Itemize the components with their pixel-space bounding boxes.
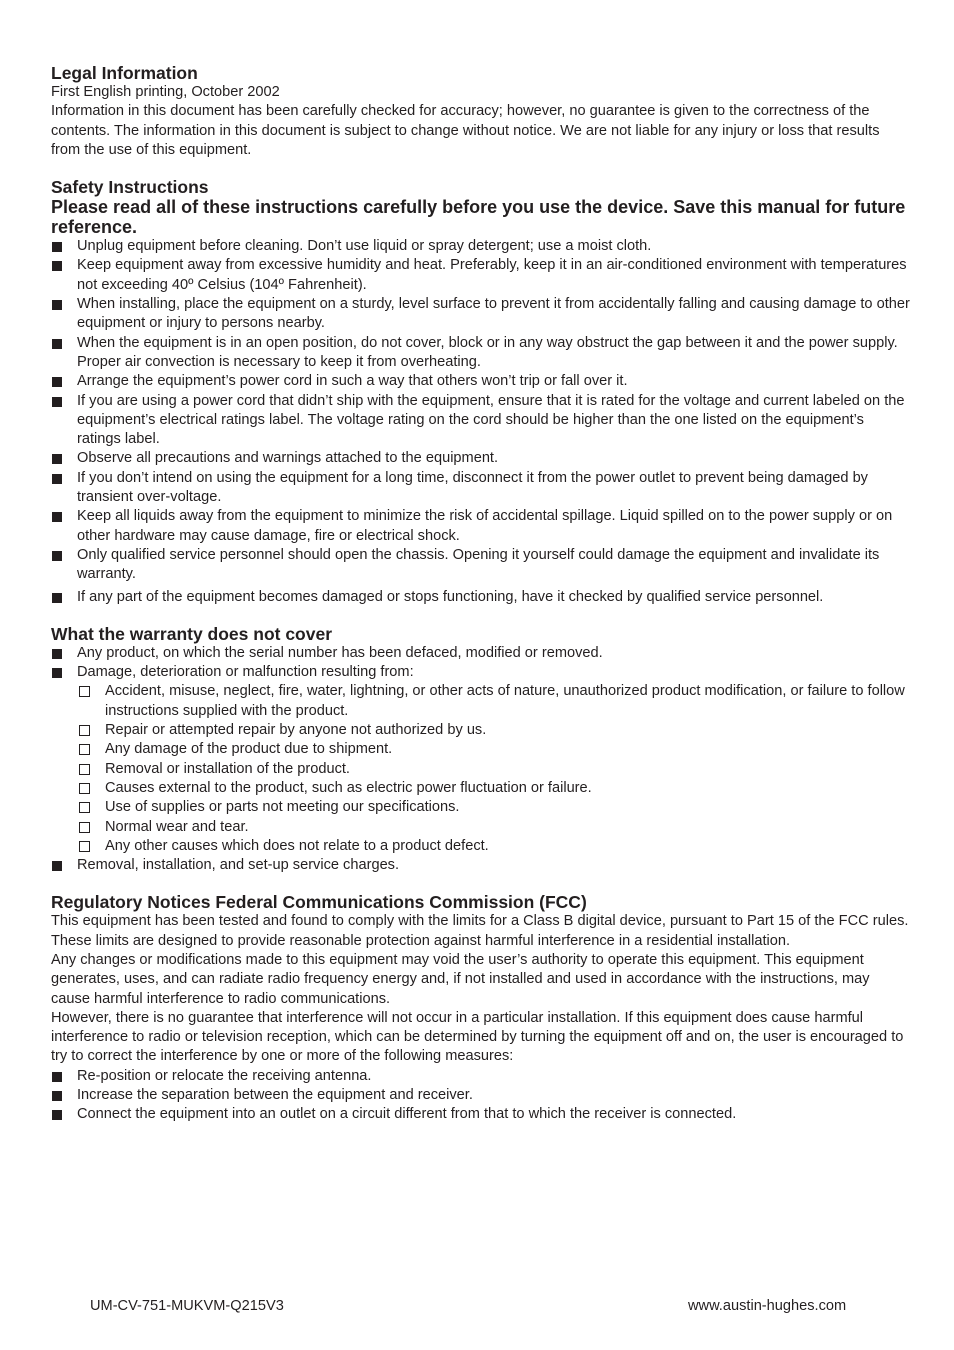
warranty-heading: What the warranty does not cover	[51, 623, 333, 644]
sub-list-item: Use of supplies or parts not meeting our specifications.	[77, 798, 911, 817]
warranty-list	[51, 644, 911, 683]
bullet-square-icon	[52, 377, 62, 387]
sub-list-item: Any other causes which does not relate to a product defect.	[77, 837, 911, 856]
list-item: Damage, deterioration or malfunction resulting from:	[51, 663, 911, 682]
sub-list-item: Any damage of the product due to shipment.	[77, 740, 911, 759]
sub-list-item: Causes external to the product, such as electric power fluctuation or failure.	[77, 779, 911, 798]
bullet-square-icon	[52, 861, 62, 871]
hollow-square-icon	[79, 841, 90, 852]
list-item: Arrange the equipment’s power cord in such a way that others won’t trip or fall over it.	[51, 372, 911, 391]
list-item: If any part of the equipment becomes damaged or stops functioning, have it checked by qualified service personnel.	[51, 588, 911, 607]
printing-line: First English printing, October 2002	[51, 84, 280, 100]
bullet-square-icon	[52, 668, 62, 678]
list-item: Keep all liquids away from the equipment to minimize the risk of accidental spillage. Liquid spilled on to the power supply or on other hardware may cause damage, fire or electrical shock.	[51, 507, 911, 546]
fcc-section	[51, 892, 911, 1124]
bullet-square-icon	[52, 300, 62, 310]
list-item: Observe all precautions and warnings attached to the equipment.	[51, 449, 911, 468]
bullet-square-icon	[52, 397, 62, 407]
sub-list-item: Normal wear and tear.	[77, 818, 911, 837]
safety-heading: Safety Instructions	[51, 177, 209, 198]
list-item: Any product, on which the serial number has been defaced, modified or removed.	[51, 644, 911, 663]
bullet-square-icon	[52, 1110, 62, 1120]
list-item: If you don’t intend on using the equipment for a long time, disconnect it from the power outlet to prevent being damaged by transient over-voltage.	[51, 469, 911, 508]
legal-heading: Legal Information	[51, 63, 198, 83]
fcc-paragraph: However, there is no guarantee that interference will not occur in a particular installation. If this equipment does cause harmful interference to radio or television reception, which can be determined by turning the equipment off and on, the user is encouraged to try to correct the interference by one or more of the following measures:	[51, 1009, 904, 1065]
bullet-square-icon	[52, 512, 62, 522]
list-item: Connect the equipment into an outlet on a circuit different from that to which the receiver is connected.	[51, 1105, 911, 1124]
website-url: www.austin-hughes.com	[688, 1298, 847, 1314]
bullet-square-icon	[52, 1091, 62, 1101]
fcc-heading: Regulatory Notices Federal Communications Commission (FCC)	[51, 892, 587, 913]
fcc-paragraph: This equipment has been tested and found to comply with the limits for a Class B digital device, pursuant to Part 15 of the FCC rules. These limits are designed to provide reasonable protection against harmful interference in a residential installation.	[51, 913, 909, 949]
hollow-square-icon	[79, 764, 90, 775]
safety-subheading: Please read all of these instructions carefully before you use the device. Save this manual for future reference.	[51, 197, 906, 238]
bullet-square-icon	[52, 551, 62, 561]
sub-list-item: Repair or attempted repair by anyone not authorized by us.	[77, 721, 911, 740]
safety-section	[51, 177, 911, 607]
fcc-paragraph: Any changes or modifications made to this equipment may void the user’s authority to operate this equipment. This equipment generates, uses, and can radiate radio frequency energy and, if not installed and used in accordance with the instructions, may cause harmful interference to radio communications.	[51, 951, 870, 1007]
bullet-square-icon	[52, 1072, 62, 1082]
list-item: When installing, place the equipment on a sturdy, level surface to prevent it from accidentally falling and causing damage to other equipment or injury to persons nearby.	[51, 295, 911, 334]
list-item: Re-position or relocate the receiving antenna.	[51, 1067, 911, 1086]
legal-section	[51, 63, 911, 160]
list-item: Increase the separation between the equipment and receiver.	[51, 1086, 911, 1105]
list-item: Keep equipment away from excessive humidity and heat. Preferably, keep it in an air-conditioned environment with temperatures not exceeding 40º Celsius (104º Fahrenheit).	[51, 256, 911, 295]
list-item: Only qualified service personnel should open the chassis. Opening it yourself could damage the equipment and invalidate its warranty.	[51, 546, 911, 585]
sub-list-item: Accident, misuse, neglect, fire, water, lightning, or other acts of nature, unauthorized product modification, or failure to follow instructions supplied with the product.	[77, 682, 911, 721]
bullet-square-icon	[52, 649, 62, 659]
bullet-square-icon	[52, 242, 62, 252]
warranty-list-tail	[51, 856, 911, 875]
hollow-square-icon	[79, 744, 90, 755]
hollow-square-icon	[79, 725, 90, 736]
bullet-square-icon	[52, 593, 62, 603]
legal-paragraph: Information in this document has been carefully checked for accuracy; however, no guarantee is given to the correctness of the contents. The information in this document is subject to change without notice. We are not liable for any injury or loss that results from the use of this equipment.	[51, 103, 880, 158]
warranty-sublist	[77, 682, 911, 856]
document-page	[51, 63, 911, 1125]
list-item: Unplug equipment before cleaning. Don’t use liquid or spray detergent; use a moist cloth.	[51, 237, 911, 256]
sub-list-item: Removal or installation of the product.	[77, 760, 911, 779]
bullet-square-icon	[52, 474, 62, 484]
hollow-square-icon	[79, 822, 90, 833]
bullet-square-icon	[52, 454, 62, 464]
list-item: When the equipment is in an open position, do not cover, block or in any way obstruct the gap between it and the power supply. Proper air convection is necessary to keep it from overheating.	[51, 334, 911, 373]
fcc-measures-list	[51, 1067, 911, 1125]
warranty-section	[51, 624, 911, 876]
document-code: UM-CV-751-MUKVM-Q215V3	[90, 1298, 284, 1314]
hollow-square-icon	[79, 802, 90, 813]
bullet-square-icon	[52, 339, 62, 349]
bullet-square-icon	[52, 261, 62, 271]
hollow-square-icon	[79, 783, 90, 794]
hollow-square-icon	[79, 686, 90, 697]
list-item: If you are using a power cord that didn’t ship with the equipment, ensure that it is rated for the voltage and current labeled on the equipment’s electrical ratings label. The voltage rating on the cord should be higher than the one listed on the equipment’s ratings label.	[51, 392, 911, 450]
list-item: Removal, installation, and set-up service charges.	[51, 856, 911, 875]
safety-list	[51, 237, 911, 607]
